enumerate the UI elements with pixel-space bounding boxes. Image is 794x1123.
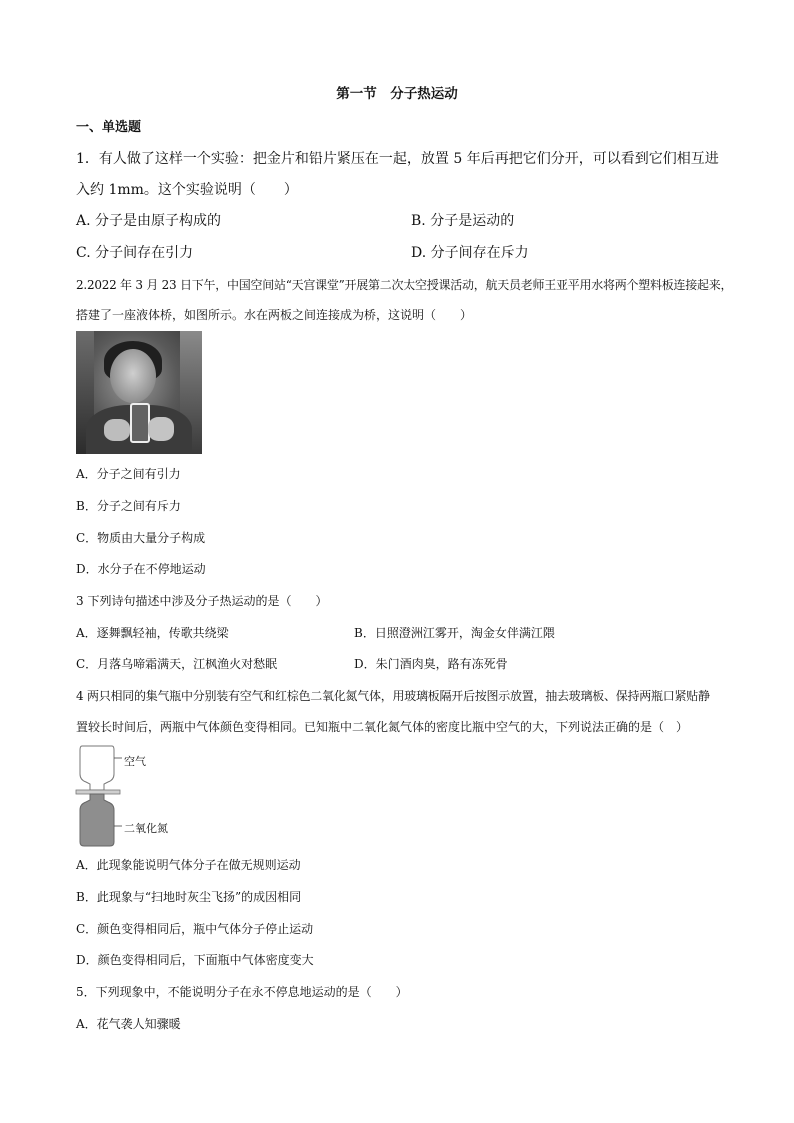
question-4-option-d: D．颜色变得相同后，下面瓶中气体密度变大 xyxy=(76,953,314,967)
question-3-option-c: C．月落乌啼霜满天，江枫渔火对愁眠 xyxy=(76,657,278,671)
question-4-option-a: A．此现象能说明气体分子在做无规则运动 xyxy=(76,858,301,872)
nitrogen-dioxide-jar xyxy=(80,794,114,846)
question-2-option-c: C．物质由大量分子构成 xyxy=(76,531,206,545)
question-4-option-b: B．此现象与“扫地时灰尘飞扬”的成因相同 xyxy=(76,890,302,904)
question-4-option-c: C．颜色变得相同后，瓶中气体分子停止运动 xyxy=(76,922,314,936)
question-3-option-b: B．日照澄洲江雾开，淘金女伴满江隈 xyxy=(354,626,555,640)
section-heading: 一、单选题 xyxy=(76,120,142,135)
question-2-line-1: 2.2022 年 3 月 23 日下午，中国空间站“天宫课堂”开展第二次太空授课活动，航天员老师王亚平用水将两个塑料板连接起来， xyxy=(76,278,733,292)
gas-jars-diagram xyxy=(74,744,124,848)
question-2-option-d: D．水分子在不停地运动 xyxy=(76,562,206,576)
question-3-option-a: A．逐舞飘轻袖，传歌共绕梁 xyxy=(76,626,229,640)
question-5-line-1: 5．下列现象中，不能说明分子在永不停息地运动的是（ ） xyxy=(76,985,408,999)
question-2-option-a: A．分子之间有引力 xyxy=(76,467,181,481)
question-2-line-2: 搭建了一座液体桥，如图所示。水在两板之间连接成为桥，这说明（ ） xyxy=(76,308,473,322)
page-title: 第一节 分子热运动 xyxy=(336,86,458,102)
question-1-option-a: A. 分子是由原子构成的 xyxy=(76,213,222,229)
nitrogen-dioxide-label: 二氧化氮 xyxy=(124,822,168,835)
question-1-line-1: 1．有人做了这样一个实验：把金片和铅片紧压在一起，放置 5 年后再把它们分开，可以看到它们相互进 xyxy=(76,151,719,167)
question-1-option-b: B. 分子是运动的 xyxy=(411,213,515,229)
question-4-line-2: 置较长时间后，两瓶中气体颜色变得相同。已知瓶中二氧化氮气体的密度比瓶中空气的大，下列说法正确的是（ ） xyxy=(76,720,689,734)
air-jar xyxy=(80,746,114,790)
air-label: 空气 xyxy=(124,755,146,768)
question-3-option-d: D．朱门酒肉臭，路有冻死骨 xyxy=(354,657,508,671)
question-3-line-1: 3 下列诗句描述中涉及分子热运动的是（ ） xyxy=(76,594,328,608)
question-2-option-b: B．分子之间有斥力 xyxy=(76,499,181,513)
question-1-option-d: D. 分子间存在斥力 xyxy=(411,245,529,261)
question-5-option-a: A．花气袭人知骤暖 xyxy=(76,1017,181,1031)
space-class-liquid-bridge-photo xyxy=(76,331,202,454)
question-1-line-2: 入约 1mm。这个实验说明（ ） xyxy=(76,182,298,198)
glass-plate xyxy=(76,790,120,794)
question-4-line-1: 4 两只相同的集气瓶中分别装有空气和红棕色二氧化氮气体，用玻璃板隔开后按图示放置，抽去玻璃板、保持两瓶口紧贴静 xyxy=(76,689,710,703)
question-1-option-c: C. 分子间存在引力 xyxy=(76,245,194,261)
